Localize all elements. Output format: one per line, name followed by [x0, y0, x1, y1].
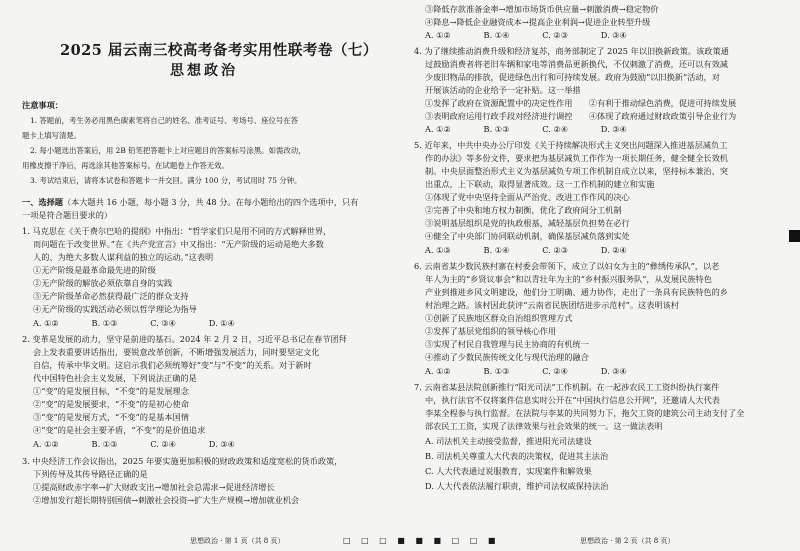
q4-option: ③表明政府运用行政手段对经济进行调控 ④体现了政府通过财政政策引导企业行为	[425, 111, 737, 121]
q2-option: ①“变”的是发展目标，“不变”的是发展理念	[33, 386, 189, 396]
q5-stem: 制。中央层面整治形式主义为基层减负专项工作机制自成立以来，坚持标本兼治、突	[425, 166, 728, 176]
q6-stem: 年人为主的“乡贤议事会”和以青壮年为主的“乡村振兴服务队”，从发展民族特色	[425, 274, 712, 284]
q1-answers: A. ①② B. ①③ C. ③④ D. ①④	[33, 318, 235, 328]
footer-page-2: 思想政治 · 第 2 页（共 8 页）	[580, 537, 675, 545]
q1-option: ④无产阶级的实践活动必须以哲学理论为指导	[33, 304, 197, 314]
exam-subject: 思想政治	[170, 63, 238, 79]
q3-answers: A. ①② B. ①④ C. ②③ D. ③④	[425, 30, 627, 40]
q7-option-a: A. 司法机关主动接受监督，推进阳光司法建设	[425, 436, 592, 446]
q6-option: ①创新了民族地区群众自治组织管理方式	[425, 313, 573, 323]
q4-stem: 开展该活动的企业给予一定补贴。这一举措	[425, 85, 581, 95]
section-heading: 一、选择题	[22, 197, 63, 207]
q1-option: ③无产阶级革命必然获得最广泛的群众支持	[33, 291, 189, 301]
q2-option: ②“变”的是发展要求，“不变”的是初心使命	[33, 399, 189, 409]
q6-stem: 6. 云南省某少数民族村寨在村委会带领下，成立了以妇女为主的“彝绣传承队”，以老	[414, 261, 720, 271]
q2-stem: 自信，传承中华文明。这启示我们必须统筹好“变”与“不变”的关系。对于新时	[33, 360, 312, 370]
q6-stem: 产业到推进乡风文明建设，他们分工明确、通力协作，走出了一条具有民族特色的乡	[425, 287, 728, 297]
q1-stem: 1. 马克思在《关于费尔巴哈的提纲》中指出：“哲学家们只是用不同的方式解释世界，	[22, 226, 332, 236]
q6-stem: 村治理之路。该村因此获评“云南省民族团结进步示范村”。这表明该村	[425, 300, 679, 310]
q3-option: ①提高财政赤字率→扩大财政支出→增加社会总需求→促进经济增长	[33, 482, 275, 492]
q2-stem: 2. 变革是发展的动力，坚守是前进的基石。2024 年 2 月 2 日，习近平总书记在春节团拜	[22, 334, 347, 344]
q3-option: ③降低存款准备金率→增加市场货币供应量→刺激消费→稳定物价	[425, 4, 659, 14]
footer-page-1: 思想政治 · 第 1 页（共 8 页）	[190, 537, 285, 545]
q4-stem: 4. 为了继续推动消费升级和经济复苏，商务部制定了 2025 年以旧换新政策。该政策通	[414, 46, 729, 56]
q5-stem: 作的办法》等多份文件，要求把为基层减负工作作为一项长期任务，健全健全长效机	[425, 153, 728, 163]
q3-option: ④降息→降低企业融资成本→提高企业利润→促进企业转型升级	[425, 17, 651, 27]
q5-option: ①体现了党中央坚持全面从严治党、改进工作作风的决心	[425, 192, 630, 202]
q7-stem: 7. 云南省某县法院创新推行“阳光司法”工作机制。在一起涉农民工工资纠纷执行案件	[414, 382, 720, 392]
q7-option-c: C. 人大代表通过说服教育，实现案件和解效果	[425, 466, 592, 476]
section-heading-line	[22, 197, 358, 207]
notice-line: 题卡上填写清楚。	[22, 131, 82, 140]
q6-option: ③实现了村民自我管理与民主协商的有机统一	[425, 339, 589, 349]
q6-option: ④推动了少数民族传统文化与现代治理的融合	[425, 352, 589, 362]
q5-stem: 出重点，上下联动，取得显著成效。这一工作机制的建立和实施	[425, 179, 655, 189]
q7-option-b: B. 司法机关尊重人大代表的决策权，促进其主法治	[425, 451, 609, 461]
q5-option: ②完善了中央和地方权力制衡，优化了政府间分工机制	[425, 205, 622, 215]
notice-line: 用橡皮擦干净后，再选涂其他答案标号。在试题卷上作答无效。	[22, 161, 229, 170]
q3-option: ②增加发行超长期特别国债→刺激社会投资→扩大生产规模→增加就业机会	[33, 495, 300, 505]
section-desc-2: 一项是符合题目要求的）	[22, 210, 113, 220]
q2-option: ③“变”的是发展方式，“不变”的是基本国情	[33, 412, 189, 422]
q4-answers: A. ①② B. ①③ C. ②④ D. ③④	[425, 124, 627, 134]
q5-answers: A. ①③ B. ①④ C. ②③ D. ②④	[425, 245, 627, 255]
q7-option-d: D. 人大代表依法履行职责，维护司法权威保持法治	[425, 481, 609, 491]
notice-heading: 注意事项：	[22, 100, 63, 110]
q5-option: ③说明基层组织是党的执政根基，减轻基层负担势在必行	[425, 218, 630, 228]
q1-stem: 而问题在于改变世界。”在《共产党宣言》中又指出：“无产阶级的运动是绝大多数	[33, 239, 324, 249]
q5-stem: 5. 近年来，中共中央办公厅印发《关于持续解决形式主义突出问题深入推进基层减负工	[414, 140, 728, 150]
q1-option: ①无产阶级是最革命最先进的阶级	[33, 265, 156, 275]
q4-stem: 少废旧物品的排放，促进绿色出行和可持续发展。政府为鼓励“以旧换新”活动，对	[425, 72, 720, 82]
q2-stem: 会上发表重要讲话指出，要锐意改革创新，不断增强发展活力，同时要坚定文化	[33, 347, 320, 357]
page-marks: □ □ □ ■ ■ ■ □ □ ■	[343, 536, 500, 545]
q7-stem: 部农民工工资，实现了法律效果与社会效果的统一。这一做法表明	[425, 421, 663, 431]
q7-stem: 中，执行法官不仅将案件信息实时公开在“中国执行信息公开网”，还邀请人大代表	[425, 395, 720, 405]
notice-line: 2. 每小题选出答案后，用 2B 铅笔把答题卡上对应题目的答案标号涂黑。如需改动，	[30, 146, 306, 155]
notice-line: 3. 考试结束后，请将本试卷和答题卡一并交回。满分 100 分，考试用时 75 分钟。	[30, 176, 302, 185]
q6-answers: A. ①② B. ①③ C. ②④ D. ③④	[425, 366, 627, 376]
q1-stem: 人的、为绝大多数人谋利益的独立的运动。”这表明	[33, 252, 214, 262]
q4-option: ①发挥了政府在资源配置中的决定性作用 ②有利于推动绿色消费，促进可持续发展	[425, 98, 737, 108]
page-left	[22, 0, 394, 551]
q1-option: ②无产阶级的解放必须依靠自身的实践	[33, 278, 173, 288]
q3-stem: 下列传导及其传导路径正确的是	[33, 469, 148, 479]
page-right	[414, 0, 786, 551]
q4-stem: 过鼓励消费者将老旧车辆和家电等消费品更新换代，不仅刺激了消费，还可以有效减	[425, 59, 728, 69]
q5-option: ④健全了中央部门协同联动机制，确保基层减负落到实处	[425, 231, 630, 241]
q3-stem: 3. 中央经济工作会议指出，2025 年要实施更加积极的财政政策和适度宽松的货币政策，	[22, 456, 343, 466]
notice-line: 1. 答题前，考生务必用黑色碳素笔将自己的姓名、准考证号、考场号、座位号在答	[30, 116, 299, 125]
q2-option: ④“变”的是社会主要矛盾，“不变”的是价值追求	[33, 425, 206, 435]
edge-marker	[789, 230, 800, 242]
section-desc: （本大题共 16 小题，每小题 3 分，共 48 分。在每小题给出的四个选项中，只有	[62, 197, 359, 207]
exam-title: 2025 届云南三校高考备考实用性联考卷（七）	[60, 42, 378, 59]
q7-stem: 李某全程参与执行监督。在法院与李某的共同努力下，拖欠工资的建筑公司主动支付了全	[425, 408, 745, 418]
q6-option: ②发挥了基层党组织的领导核心作用	[425, 326, 557, 336]
q2-answers: A. ①② B. ①③ C. ②④ D. ③④	[33, 439, 235, 449]
q2-stem: 代中国特色社会主义发展，下列说法正确的是	[33, 373, 197, 383]
